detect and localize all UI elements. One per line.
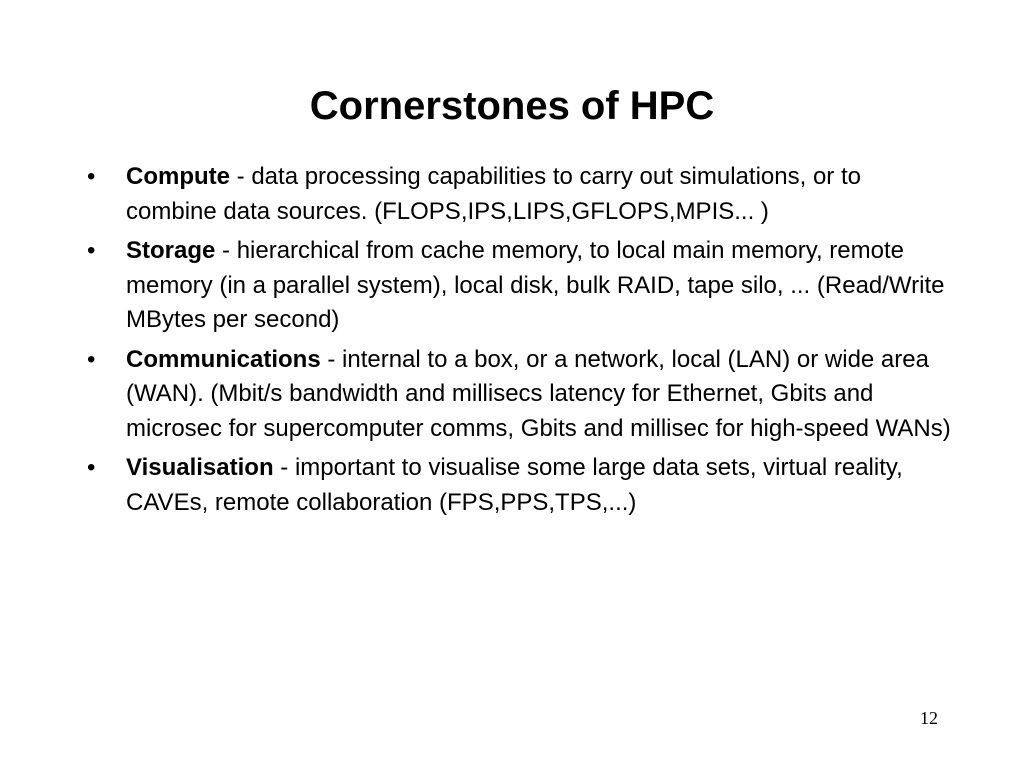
bullet-term: Communications <box>126 345 321 373</box>
bullet-marker: • <box>87 345 96 373</box>
bullet-item-communications <box>83 343 953 447</box>
page-number: 12 <box>920 708 938 728</box>
slide-title: Cornerstones of HPC <box>309 84 715 128</box>
bullet-text: - important to visualise some large data sets, virtual reality, CAVEs, remote collaboration (FPS,PPS,TPS,...) <box>126 454 903 516</box>
bullet-term: Visualisation <box>126 454 274 481</box>
bullet-list <box>83 160 953 525</box>
bullet-item-compute <box>83 160 953 229</box>
bullet-marker: • <box>87 163 96 190</box>
bullet-item-visualisation <box>83 451 953 520</box>
bullet-marker: • <box>87 454 96 481</box>
bullet-text: - hierarchical from cache memory, to local main memory, remote memory (in a parallel system), local disk, bulk RAID, tape silo, ... (Read/Write MBytes per second) <box>126 237 945 333</box>
bullet-text: - internal to a box, or a network, local (LAN) or wide area (WAN). (Mbit/s bandwidth and millisecs latency for Ethernet, Gbits and microsec for supercomputer comms, Gbits and millisec for high-speed WANs) <box>126 345 951 442</box>
bullet-item-storage <box>83 234 953 338</box>
bullet-term: Compute <box>126 163 230 190</box>
bullet-marker: • <box>87 237 96 264</box>
bullet-text: - data processing capabilities to carry out simulations, or to combine data sources. (FLOPS,IPS,LIPS,GFLOPS,MPIS... ) <box>126 163 861 225</box>
bullet-term: Storage <box>126 237 216 264</box>
